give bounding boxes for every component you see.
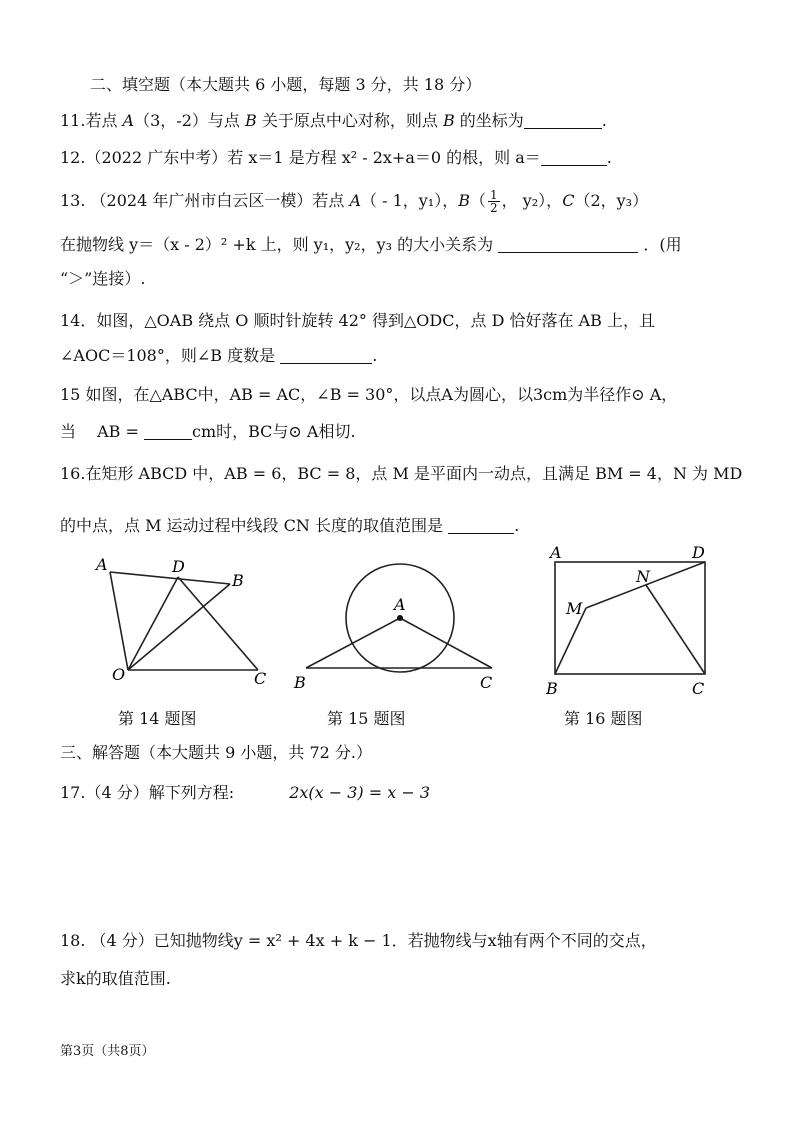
q11-point-a: A — [122, 111, 135, 130]
fig14-label-d: D — [172, 557, 185, 576]
section-2-heading: 二、填空题（本大题共 6 小题，每题 3 分，共 18 分） — [90, 75, 482, 94]
fig14-caption: 第 14 题图 — [118, 709, 197, 728]
fig15-edge-ab — [306, 618, 400, 668]
q11-text-c: 关于原点中心对称，则点 — [256, 111, 443, 130]
fig15-caption: 第 15 题图 — [327, 709, 406, 728]
fig14-edge-dc — [178, 577, 258, 670]
q15-line2-b: cm时，BC与⊙ A相切. — [191, 422, 356, 441]
q15-line2-a: 当 AB = — [60, 422, 144, 441]
fig14-edge-ab — [110, 572, 230, 584]
q11-point-b2: B — [442, 111, 455, 130]
q11-point-b: B — [244, 111, 257, 130]
q12-end: . — [606, 148, 612, 167]
q12-answer-blank — [541, 149, 607, 166]
q13-point-b: B — [458, 191, 470, 210]
figure-14 — [90, 550, 270, 700]
question-13-line-3: “＞”连接）. — [60, 269, 146, 288]
fig16-caption: 第 16 题图 — [564, 709, 643, 728]
q15-answer-blank — [144, 423, 192, 440]
q14-end: . — [372, 346, 378, 365]
q11-coord: （3，-2） — [134, 111, 208, 130]
fig14-edge-ao — [110, 572, 128, 670]
q13-line2-b: ．(用 — [643, 235, 682, 254]
question-15-line-1: 15 如图，在△ABC中，AB = AC，∠B = 30°，以点A为圆心，以3cm为半径作⊙ A， — [60, 385, 678, 404]
page-footer: 第3页（共8页） — [60, 1044, 155, 1059]
fig16-label-n: N — [636, 567, 650, 586]
fig16-label-m: M — [566, 599, 583, 618]
q11-text-b: 与点 — [207, 111, 245, 130]
question-14-line-2 — [60, 345, 377, 367]
q17-equation: 2x(x − 3) = x − 3 — [289, 783, 431, 802]
question-12 — [60, 147, 612, 169]
q13-frac-den: 2 — [490, 201, 498, 215]
fig16-label-d: D — [692, 543, 705, 562]
question-14-line-1: 14．如图，△OAB 绕点 O 顺时针旋转 42° 得到△ODC，点 D 恰好落在 AB 上，且 — [60, 311, 655, 330]
q14-answer-blank — [280, 347, 372, 364]
fig14-edge-ob — [128, 584, 230, 670]
section-3-heading: 三、解答题（本大题共 9 小题，共 72 分.） — [60, 743, 372, 762]
q11-text-d: 的坐标为 — [454, 111, 524, 130]
fig15-label-b: B — [294, 673, 306, 692]
question-15-line-2 — [60, 421, 356, 443]
q13-line2-a: 在抛物线 y＝（x - 2）² +k 上，则 y₁，y₂，y₃ 的大小关系为 — [60, 235, 494, 254]
fig16-label-a: A — [550, 543, 562, 562]
q14-line2: ∠AOC＝108°，则∠B 度数是 — [60, 346, 276, 365]
question-13-line-1: 13. （2024 年广州市白云区一模）若点 A（ - 1，y₁），B（ $\frac{1}{2}$ ， y₂），C（2，y₃） — [60, 188, 649, 215]
q13-b-y: ， y₂）， — [501, 191, 563, 210]
fig14-label-b: B — [232, 571, 244, 590]
question-13-line-2 — [60, 234, 682, 256]
q11-answer-blank — [524, 112, 602, 129]
q13-fraction — [488, 189, 500, 214]
fig15-center-point — [397, 615, 403, 621]
q13-frac-num: 1 — [490, 188, 498, 202]
fig16-label-c: C — [692, 679, 705, 698]
q16-end: . — [514, 516, 520, 535]
fig14-edge-od — [128, 577, 178, 670]
q13-point-a: A — [349, 191, 361, 210]
question-18-line-2: 求k的取值范围. — [60, 969, 171, 988]
figure-15 — [290, 550, 500, 700]
fig14-label-c: C — [254, 669, 267, 688]
fig16-edge-nc — [646, 585, 705, 674]
fig15-label-c: C — [480, 673, 493, 692]
q13-line1-a: 13. （2024 年广州市白云区一模）若点 — [60, 191, 350, 210]
figure-16 — [540, 542, 720, 698]
q16-line2: 的中点，点 M 运动过程中线段 CN 长度的取值范围是 — [60, 516, 443, 535]
q13-point-c: C — [562, 191, 575, 210]
q11-end: . — [601, 111, 607, 130]
fig14-label-o: O — [112, 665, 126, 684]
q13-a-coord: （ - 1，y₁）， — [361, 191, 459, 210]
q16-answer-blank — [448, 517, 514, 534]
q17-label: 17.（4 分）解下列方程: — [60, 783, 235, 802]
question-17 — [60, 782, 430, 804]
q13-c-coord: （2，y₃） — [574, 191, 649, 210]
fig16-rectangle — [555, 562, 705, 674]
q11-text-a: 11.若点 — [60, 111, 123, 130]
fig15-edge-ac — [400, 618, 492, 668]
fig15-label-a: A — [394, 595, 406, 614]
question-16-line-2 — [60, 515, 519, 537]
q13-answer-blank — [498, 236, 638, 253]
fig16-label-b: B — [546, 679, 558, 698]
q12-text: 12.（2022 广东中考）若 x＝1 是方程 x² - 2x+a＝0 的根，则 a＝ — [60, 148, 541, 167]
question-16-line-1: 16.在矩形 ABCD 中，AB = 6，BC = 8，点 M 是平面内一动点，且满足 BM = 4，N 为 MD — [60, 464, 743, 483]
fig14-label-a: A — [96, 555, 108, 574]
question-11 — [60, 110, 607, 132]
question-18-line-1: 18. （4 分）已知抛物线y = x² + 4x + k − 1．若抛物线与x轴有两个不同的交点， — [60, 931, 657, 950]
